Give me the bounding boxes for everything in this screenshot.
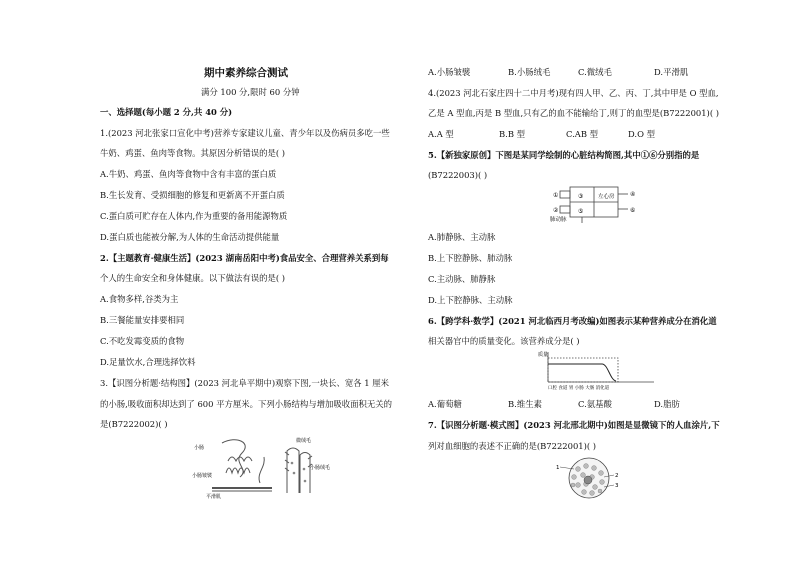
intestine-figure <box>192 433 332 501</box>
q2-stem-line2: 个人的生命安全和身体健康。以下做法有误的是( ) <box>100 273 286 283</box>
fig3-label-3: 平滑肌 <box>206 494 222 500</box>
section-heading: 一、选择题(每小题 2 分,共 40 分) <box>100 107 233 117</box>
heart-label-pulmonary-artery: 肺动脉 <box>550 217 567 223</box>
smear-marker-1: 1 <box>556 465 560 471</box>
fig3-label-4: 微绒毛 <box>296 438 312 444</box>
heart-marker-3: ③ <box>578 193 584 200</box>
q4-option-d[interactable]: D.O 型 <box>628 129 655 139</box>
q5-stem-line2: (B7222003)( ) <box>428 170 488 180</box>
q3-options-row <box>428 67 758 77</box>
q4-option-b[interactable]: B.B 型 <box>499 129 526 139</box>
q4-option-c[interactable]: C.AB 型 <box>566 129 599 139</box>
heart-marker-5: ⑤ <box>578 208 584 215</box>
q4-stem-line2: 乙是 A 型血,丙是 B 型血,只有乙的血不能输给丁,则丁的血型是(B7222001)( ) <box>428 108 720 118</box>
q3-stem-line3: 是(B7222002)( ) <box>100 419 168 429</box>
q6-option-a[interactable]: A.葡萄糖 <box>428 399 462 409</box>
q6-option-d[interactable]: D.脂肪 <box>654 399 680 409</box>
q6-stem-line2: 相关器官中的质量变化。该营养成分是( ) <box>428 336 580 346</box>
q1-stem-line2: 牛奶、鸡蛋、鱼肉等食物。其原因分析错误的是( ) <box>100 148 286 158</box>
q4-option-a[interactable]: A.A 型 <box>428 129 454 139</box>
q6-stem-line1: 6.【跨学科·数学】(2021 河北临西月考改编)如图表示某种营养成分在消化道 <box>428 316 717 326</box>
q3-stem-line2: 的小肠,吸收面积却达到了 600 平方厘米。下列小肠结构与增加吸收面积无关的 <box>100 399 392 409</box>
q6-option-b[interactable]: B.维生素 <box>508 399 542 409</box>
q7-stem-line2: 列对血细胞的表述不正确的是(B7222001)( ) <box>428 441 597 451</box>
q6-options-row <box>428 399 758 409</box>
q5-option-d[interactable]: D.上下腔静脉、主动脉 <box>428 295 513 305</box>
nutrient-curve <box>548 364 616 381</box>
q1-option-b[interactable]: B.生长发育、受损细胞的修复和更新离不开蛋白质 <box>100 190 285 200</box>
q1-stem-line1: 1.(2023 河北张家口宣化中考)营养专家建议儿童、青少年以及伤病员多吃一些 <box>100 128 390 138</box>
graph-y-label: 质量 <box>538 352 549 358</box>
q4-stem-line1: 4.(2023 河北石家庄四十二中月考)现有四人甲、乙、丙、丁,其中甲是 O 型血, <box>428 88 719 98</box>
page-title: 期中素养综合测试 <box>204 67 288 79</box>
fig3-label-1: 小肠 <box>194 445 205 451</box>
white-blood-cell-shape <box>584 476 592 484</box>
q3-option-c[interactable]: C.微绒毛 <box>578 67 612 77</box>
heart-marker-4: ④ <box>630 191 636 198</box>
q5-option-c[interactable]: C.主动脉、肺静脉 <box>428 274 496 284</box>
q2-option-c[interactable]: C.不吃发霉变质的食物 <box>100 336 185 346</box>
q2-option-d[interactable]: D.足量饮水,合理选择饮料 <box>100 357 196 367</box>
smear-marker-2: 2 <box>615 473 619 479</box>
fold-shape <box>228 457 252 461</box>
q3-option-b[interactable]: B.小肠绒毛 <box>508 67 551 77</box>
q7-stem-line1: 7.【识图分析题·模式图】(2023 河北邢北期中)如图是显微镜下的人血涂片,下 <box>428 420 720 430</box>
graph-x-label: 口腔 食道 胃 小肠 大肠 消化道 <box>548 386 610 391</box>
q5-stem-line1: 5.【新独家原创】下图是某同学绘制的心脏结构简图,其中①⑥分别指的是 <box>428 150 700 160</box>
smear-marker-3: 3 <box>615 483 619 489</box>
q3-option-a[interactable]: A.小肠皱襞 <box>428 67 471 77</box>
q1-option-a[interactable]: A.牛奶、鸡蛋、鱼肉等食物中含有丰富的蛋白质 <box>100 169 277 179</box>
q1-option-d[interactable]: D.蛋白质也能被分解,为人体的生命活动提供能量 <box>100 232 280 242</box>
q4-options-row <box>428 129 758 139</box>
heart-marker-2: ② <box>553 207 559 214</box>
q2-option-b[interactable]: B.三餐能量安排要相同 <box>100 315 185 325</box>
heart-marker-6: ⑥ <box>630 207 636 214</box>
q1-option-c[interactable]: C.蛋白质可贮存在人体内,作为重要的备用能源物质 <box>100 211 288 221</box>
heart-label-left-atrium: 左心房 <box>598 194 615 200</box>
heart-diagram <box>540 181 648 227</box>
fig3-label-2: 小肠皱襞 <box>192 473 213 479</box>
q2-stem-line1: 2.【主题教育·健康生活】(2023 湖南岳阳中考)食品安全、合理营养关系到每 <box>100 253 389 263</box>
q3-option-d[interactable]: D.平滑肌 <box>654 67 689 77</box>
heart-marker-1: ① <box>553 192 559 199</box>
villus-shape <box>226 468 250 473</box>
q6-option-c[interactable]: C.氨基酸 <box>578 399 612 409</box>
nutrient-graph <box>536 346 666 396</box>
exam-subtitle: 满分 100 分,限时 60 分钟 <box>201 87 300 97</box>
blood-smear-figure <box>556 455 626 501</box>
q2-option-a[interactable]: A.食物多样,谷类为主 <box>100 294 179 304</box>
fig3-label-5: 小肠绒毛 <box>310 465 331 471</box>
q5-option-b[interactable]: B.上下腔静脉、肺动脉 <box>428 253 513 263</box>
q3-stem-line1: 3.【识图分析题·结构图】(2023 河北阜平期中)观察下图,一块长、宽各 1 厘米 <box>100 378 389 388</box>
q5-option-a[interactable]: A.肺静脉、主动脉 <box>428 232 496 242</box>
